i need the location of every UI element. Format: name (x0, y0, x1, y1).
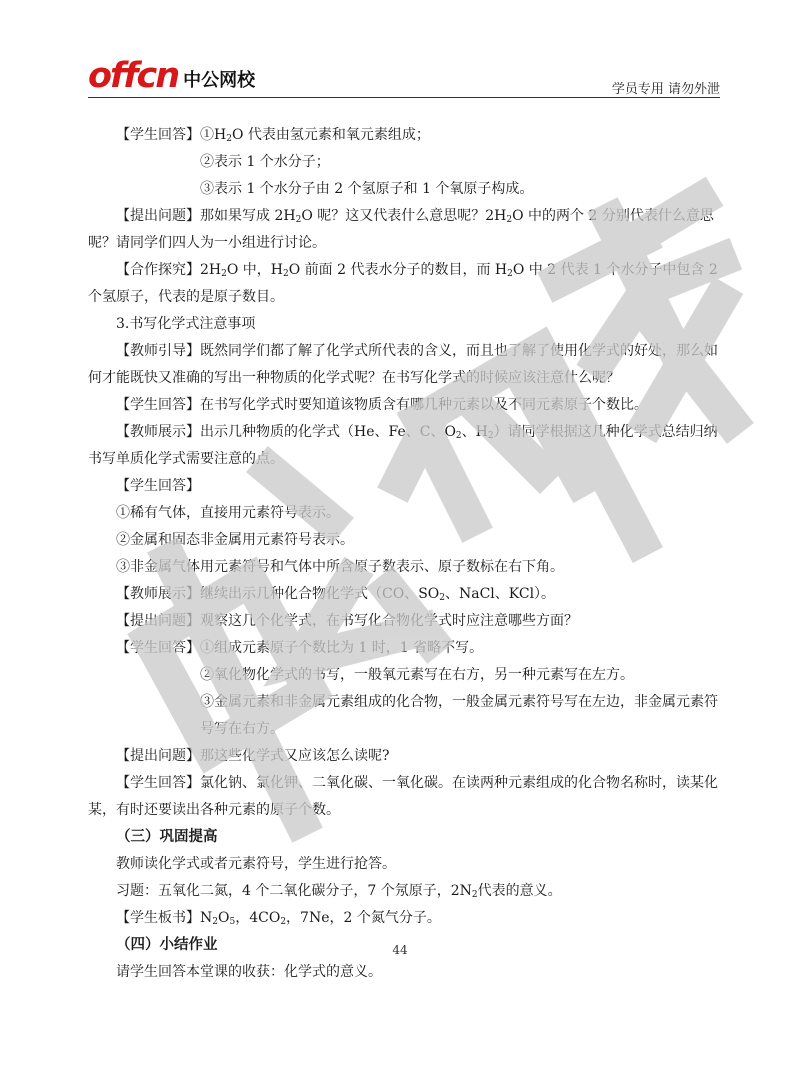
section-heading: （三）巩固提高 (116, 829, 218, 845)
body-paragraph: 【教师引导】既然同学们都了解了化学式所代表的含义，而且也了解了使用化学式的好处，那么如何才能既快又准确的写出一种物质的化学式呢？在书写化学式的时候应该注意什么呢？ (88, 343, 718, 386)
body-paragraph: 【学生回答】氯化钠、氯化钾、二氧化碳、一氧化碳。在读两种元素组成的化合物名称时，读某化某，有时还要读出各种元素的原子个数。 (88, 775, 718, 818)
body-paragraph: 教师读化学式或者元素符号，学生进行抢答。 (116, 856, 396, 872)
body-paragraph: ③金属元素和非金属元素组成的化合物，一般金属元素符号写在左边，非金属元素符号写在右方。 (200, 694, 718, 737)
body-paragraph: 【学生回答】 (116, 478, 200, 494)
body-paragraph: 请学生回答本堂课的收获：化学式的意义。 (116, 964, 382, 980)
page-number: 44 (392, 943, 408, 957)
body-paragraph: 【提出问题】那如果写成 $2H_2O$ 呢？这又代表什么意思呢？$2H_2O$ 中的两个 2 分别代表什么意思呢？请同学们四人为一小组进行讨论。 (88, 208, 714, 251)
header-divider (88, 97, 720, 98)
body-paragraph: ②表示 1 个水分子； (200, 154, 330, 170)
page-header (88, 54, 720, 98)
body-paragraph: 【学生回答】在书写化学式时要知道该物质含有哪几种元素以及不同元素原子个数比。 (116, 397, 648, 413)
body-paragraph: ③非金属气体用元素符号和气体中所含原子数表示、原子数标在右下角。 (116, 559, 564, 575)
body-paragraph: 【学生回答】①组成元素原子个数比为 1 时，1 省略不写。 (116, 640, 484, 656)
body-paragraph: ③表示 1 个水分子由 2 个氢原子和 1 个氧原子构成。 (200, 181, 534, 197)
offcn-logo (88, 54, 255, 94)
body-paragraph: 【提出问题】那这些化学式又应该怎么读呢? (116, 748, 390, 764)
body-paragraph: 【教师展示】继续出示几种化合物化学式（CO、$SO_2$、NaCl、KCl）。 (116, 586, 556, 603)
body-paragraph: ①稀有气体，直接用元素符号表示。 (116, 505, 340, 521)
body-paragraph: 3.书写化学式注意事项 (116, 316, 256, 332)
section-heading: （四）小结作业 (116, 937, 218, 953)
body-paragraph: ②金属和固态非金属用元素符号表示。 (116, 532, 354, 548)
body-paragraph: 【学生板书】$N_2O_5$，$4CO_2$，7Ne，2 个氮气分子。 (116, 910, 441, 927)
logo-chinese-name: 中公网校 (183, 70, 256, 91)
body-paragraph: 【学生回答】$①H_2O$ 代表由氢元素和氧元素组成； (116, 127, 430, 144)
document-body (88, 122, 720, 986)
logo-wordmark: offcn (88, 56, 179, 96)
body-paragraph: 习题：五氧化二氮，4 个二氧化碳分子，7 个氖原子，$2N_2$代表的意义。 (116, 883, 562, 900)
body-paragraph: 【提出问题】观察这几个化学式，在书写化合物化学式时应注意哪些方面？ (116, 613, 578, 629)
body-paragraph: 【合作探究】$2H_2O$ 中，$H_2O$ 前面 2 代表水分子的数目，而 $H_2O$ 中 2 代表 1 个水分子中包含 2 个氢原子，代表的是原子数目。 (88, 262, 718, 305)
header-notice: 学员专用 请勿外泄 (611, 82, 720, 97)
body-paragraph: ②氧化物化学式的书写，一般氧元素写在右方，另一种元素写在左方。 (200, 667, 634, 683)
body-paragraph: 【教师展示】出示几种物质的化学式（He、Fe、C、$O_2$、$H_2$）请同学根据这几种化学式总结归纳书写单质化学式需要注意的点。 (88, 424, 718, 467)
